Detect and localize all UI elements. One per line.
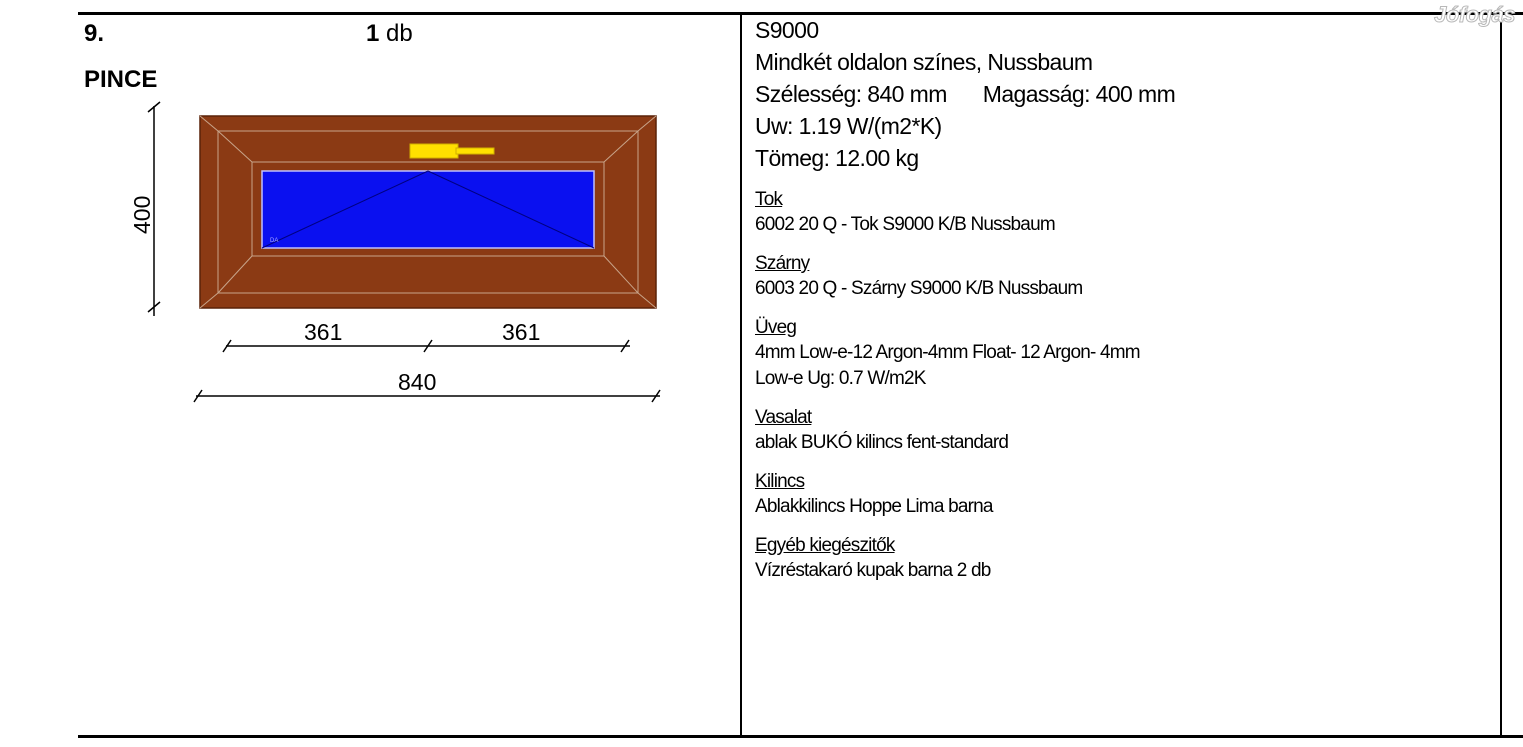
quantity-unit: db [386, 20, 413, 47]
location-label: PINCE [84, 66, 158, 93]
section-text: 6003 20 Q - Szárny S9000 K/B Nussbaum [755, 278, 1083, 299]
weight-value: Tömeg: 12.00 kg [755, 145, 919, 171]
left-width-label: 361 [304, 319, 343, 345]
window-glass [262, 171, 594, 248]
sash-mark: DA [270, 238, 279, 244]
section-title: Üveg [755, 317, 797, 338]
window-drawing [78, 14, 740, 444]
section-text: ablak BUKÓ kilincs fent-standard [755, 432, 1009, 453]
profile-name: S9000 [755, 17, 819, 43]
table-column-divider [740, 12, 742, 738]
finish-text: Mindkét oldalon színes, Nussbaum [755, 49, 1093, 75]
section-uveg [755, 316, 1500, 392]
uw-value: Uw: 1.19 W/(m2*K) [755, 113, 942, 139]
section-title: Egyéb kiegészitők [755, 535, 895, 556]
section-szarny [755, 252, 1500, 302]
right-width-label: 361 [502, 319, 541, 345]
width-text: Szélesség: 840 mm [755, 81, 947, 107]
section-text: Ablakkilincs Hoppe Lima barna [755, 496, 993, 517]
section-text: 4mm Low-e-12 Argon-4mm Float- 12 Argon- 4mm [755, 342, 1140, 363]
handle-lever [456, 148, 494, 154]
dimensions-line [755, 78, 1500, 110]
watermark-logo: Jófogás [1434, 2, 1515, 27]
handle-icon [410, 144, 458, 158]
section-title: Vasalat [755, 407, 812, 428]
spec-cell [755, 14, 1500, 736]
item-number: 9. [84, 20, 105, 47]
section-text: 6002 20 Q - Tok S9000 K/B Nussbaum [755, 214, 1055, 235]
section-text: Low-e Ug: 0.7 W/m2K [755, 368, 926, 389]
section-egyeb [755, 534, 1500, 584]
section-title: Szárny [755, 253, 810, 274]
section-text: Vízréstakaró kupak barna 2 db [755, 560, 991, 581]
window-drawing-cell [78, 14, 740, 736]
height-text: Magasság: 400 mm [982, 81, 1176, 107]
section-kilincs [755, 470, 1500, 520]
total-width-label: 840 [398, 369, 437, 395]
section-title: Kilincs [755, 471, 805, 492]
quantity-value: 1 [366, 20, 380, 47]
section-title: Tok [755, 189, 783, 210]
section-vasalat [755, 406, 1500, 456]
table-right-border [1500, 12, 1502, 738]
section-tok [755, 188, 1500, 238]
height-dimension-label: 400 [129, 195, 155, 234]
